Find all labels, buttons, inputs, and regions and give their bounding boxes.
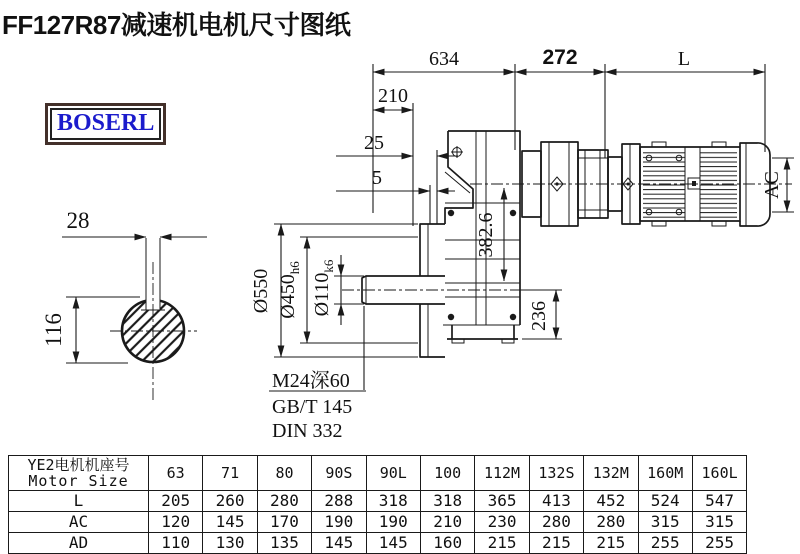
dim-450-label: $Ø450_{h6}$ (277, 261, 302, 319)
col-132S: 132S (529, 456, 583, 491)
row-label: L (9, 491, 149, 512)
dim-110-label: $Ø110_{k6}$ (311, 259, 336, 317)
col-71: 71 (203, 456, 257, 491)
dim-382-label: 382.6 (475, 212, 497, 258)
motor-size-table (8, 455, 747, 554)
motor-view (470, 142, 792, 226)
dim-236-label: 236 (528, 301, 550, 331)
motor-size-header (9, 456, 149, 491)
note-gbt-standard: GB/T 145 (272, 396, 353, 418)
dimension-lines (269, 64, 794, 391)
row-label: AD (9, 533, 149, 554)
dim-AC-label: AC (761, 171, 783, 199)
dim-25-label: 25 (364, 132, 384, 154)
dim-210-label: 210 (378, 85, 408, 107)
table-header-row (9, 456, 747, 491)
table-row-L: L 205 260 280 288 318 318 365 413 452 524 547 (9, 491, 747, 512)
dim-550-label: Ø550 (250, 268, 272, 314)
col-63: 63 (149, 456, 203, 491)
col-80: 80 (257, 456, 311, 491)
col-160M: 160M (638, 456, 692, 491)
col-112M: 112M (475, 456, 529, 491)
note-din-standard: DIN 332 (272, 420, 343, 442)
col-100: 100 (420, 456, 474, 491)
col-160L: 160L (692, 456, 746, 491)
header-en: Motor Size (28, 472, 129, 490)
col-90L: 90L (366, 456, 420, 491)
note-tapped-hole: M24深60 (272, 370, 350, 392)
shaft-section-view (62, 237, 207, 402)
table-row-AD: AD 110 130 135 145 145 160 215 215 215 255 255 (9, 533, 747, 554)
dim-28-label: 28 (66, 208, 90, 233)
header-cn: YE2电机机座号 (27, 455, 130, 474)
dim-116-label: 116 (41, 313, 66, 347)
dim-634-label: 634 (429, 48, 459, 70)
dim-5-label: 5 (372, 167, 382, 189)
dim-272-label: 272 (542, 46, 578, 69)
brand-logo-text: BOSERL (50, 108, 161, 140)
dim-L-label: L (677, 48, 691, 70)
dimension-labels (41, 46, 783, 442)
page-title: FF127R87减速机电机尺寸图纸 (2, 10, 351, 40)
row-label: AC (9, 512, 149, 533)
table-row-AC: AC 120 145 170 190 190 210 230 280 280 315 315 (9, 512, 747, 533)
col-132M: 132M (584, 456, 638, 491)
col-90S: 90S (312, 456, 366, 491)
